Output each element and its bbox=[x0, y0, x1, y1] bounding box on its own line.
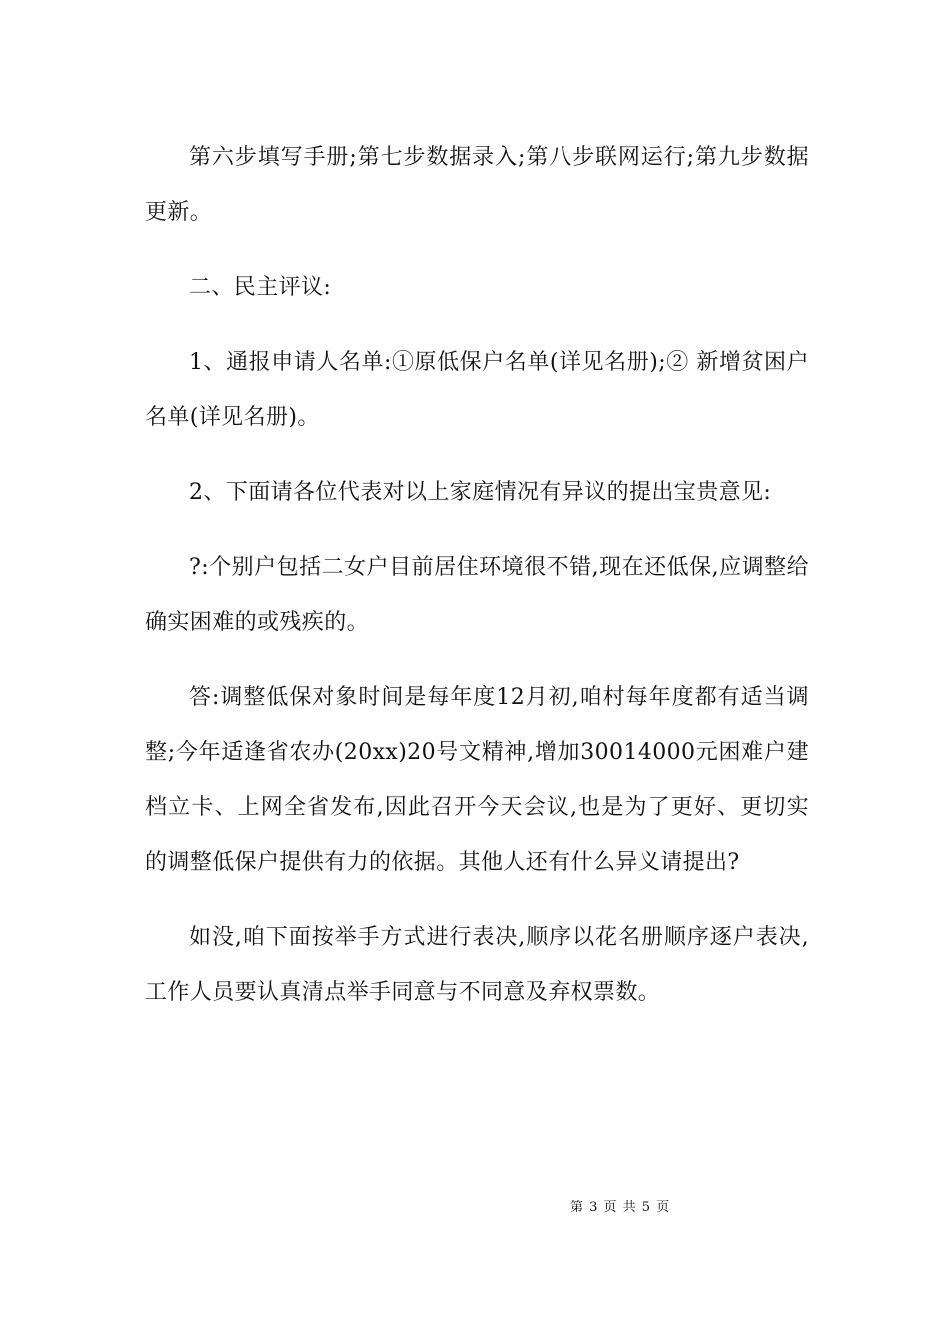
paragraph-applicant-list: 1、通报申请人名单:①原低保户名单(详见名册);② 新增贫困户名单(详见名册)。 bbox=[145, 350, 809, 430]
paragraph-steps: 第六步填写手册;第七步数据录入;第八步联网运行;第九步数据更新。 bbox=[145, 145, 809, 225]
paragraph-answer: 答:调整低保对象时间是每年度12月初,咱村每年度都有适当调整;今年适逢省农办(20xx)20号文精神,增加30014000元困难户建档立卡、上网全省发布,因此召开今天会议,也是为了更好、更切实的调整低保户提供有力的依据。其他人还有什么异义请提出? bbox=[145, 685, 809, 875]
document-body bbox=[145, 130, 809, 1040]
paragraph-vote-procedure: 如没,咱下面按举手方式进行表决,顺序以花名册顺序逐户表决,工作人员要认真清点举手同意与不同意及弃权票数。 bbox=[145, 925, 809, 1005]
paragraph-opinion-request: 2、下面请各位代表对以上家庭情况有异议的提出宝贵意见: bbox=[189, 480, 772, 505]
page-number-footer: 第 3 页 共 5 页 bbox=[570, 1200, 671, 1215]
paragraph-question: ?:个别户包括二女户目前居住环境很不错,现在还低保,应调整给确实困难的或残疾的。 bbox=[145, 555, 809, 635]
section-heading-democratic-review: 二、民主评议: bbox=[189, 275, 332, 300]
